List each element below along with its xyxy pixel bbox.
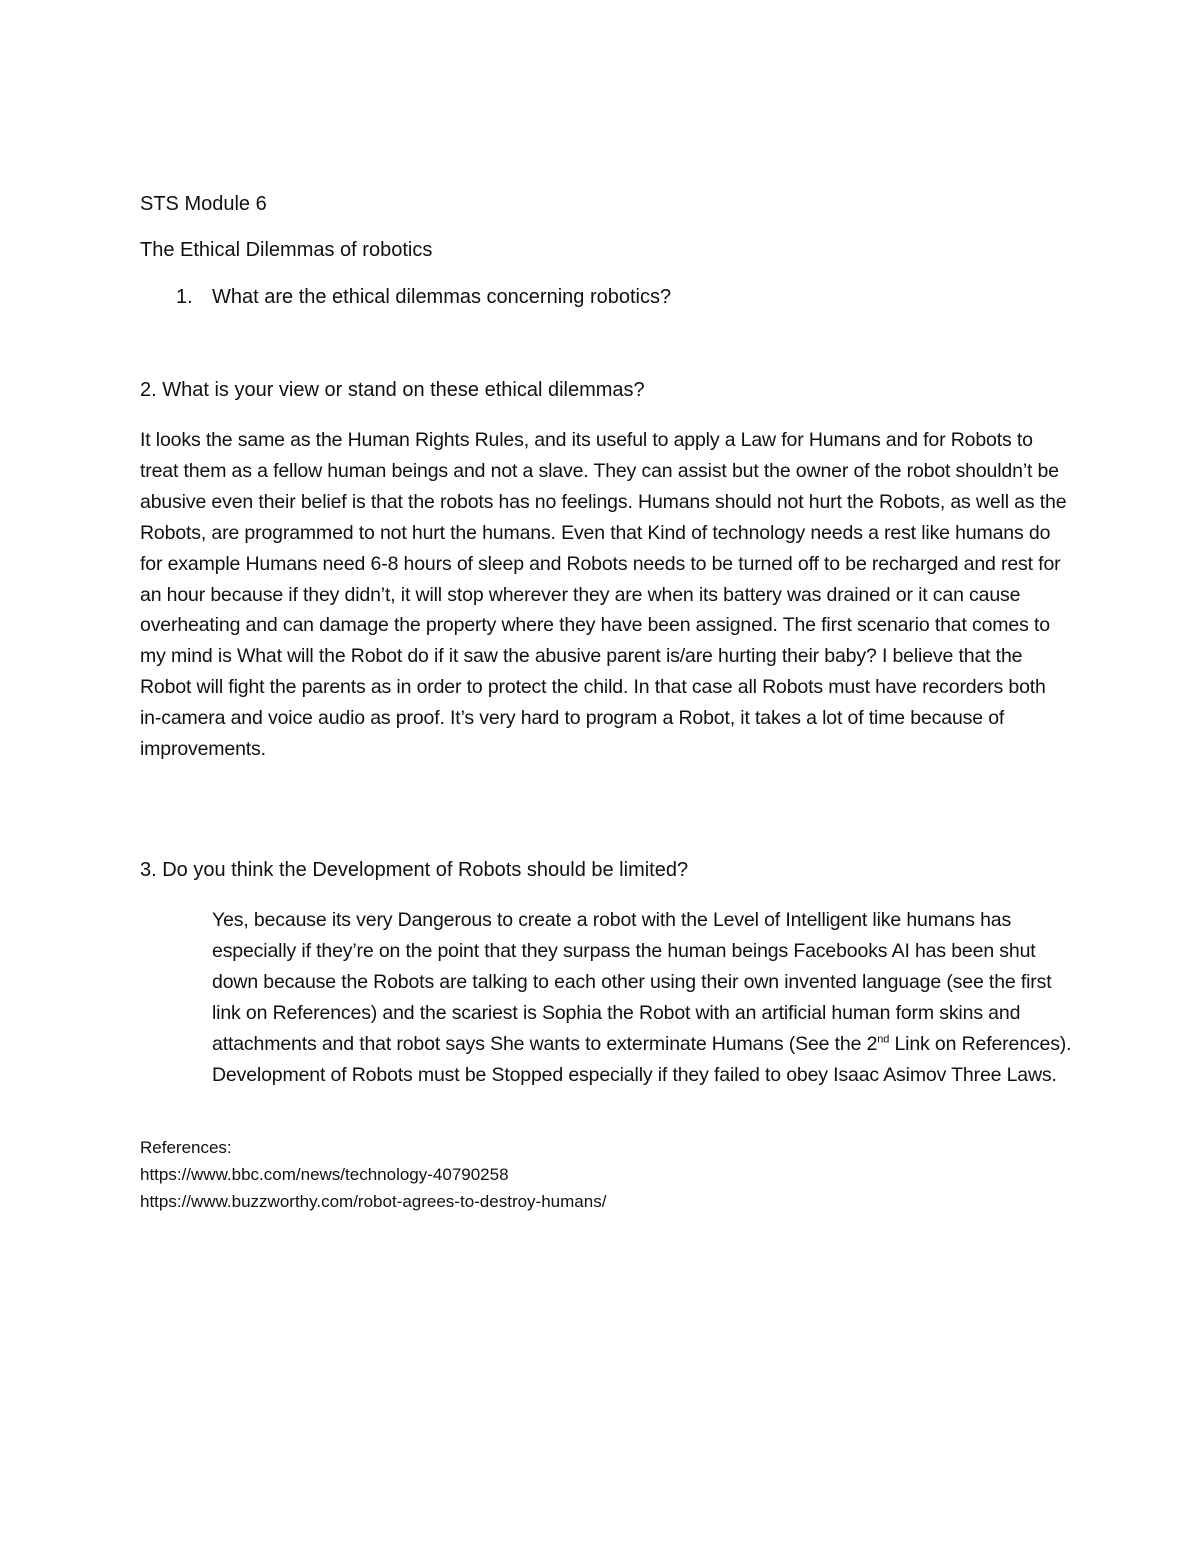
question-1-text: What are the ethical dilemmas concerning robotics?: [212, 286, 672, 308]
question-3-text: 3. Do you think the Development of Robots should be limited?: [140, 859, 689, 881]
ordinal-superscript: nd: [877, 1033, 890, 1046]
question-3-answer: [212, 905, 1072, 1091]
question-2-answer: It looks the same as the Human Rights Rules, and its useful to apply a Law for Humans and for Robots to treat them as a fellow human beings and not a slave. They can assist but the owner of the robot shouldn’t be abusive even their belief is that the robots has no feelings. Humans should not hurt the Robots, as well as the Robots, are programmed to not hurt the humans. Even that Kind of technology needs a rest like humans do for example Humans need 6-8 hours of sleep and Robots needs to be turned off to be recharged and rest for an hour because if they didn’t, it will stop wherever they are when its battery was drained or it can cause overheating and can damage the property where they have been assigned. The first scenario that comes to my mind is What will the Robot do if it saw the abusive parent is/are hurting their baby? I believe that the Robot will fight the parents as in order to protect the child. In that case all Robots must have recorders both in-camera and voice audio as proof. It’s very hard to program a Robot, it takes a lot of time because of improvements.: [140, 429, 1067, 761]
reference-link-bbc[interactable]: https://www.bbc.com/news/technology-40790258: [140, 1165, 509, 1184]
question-2-text: 2. What is your view or stand on these ethical dilemmas?: [140, 379, 645, 401]
question-1-number: 1.: [176, 286, 193, 308]
module-title: STS Module 6: [140, 193, 267, 215]
question-3-answer-part-2: Link on References). Development of Robots must be Stopped especially if they failed to obey Isaac Asimov Three Laws.: [212, 1033, 1072, 1086]
references-title: References:: [140, 1138, 232, 1157]
reference-link-buzzworthy[interactable]: https://www.buzzworthy.com/robot-agrees-to-destroy-humans/: [140, 1192, 607, 1211]
question-3-answer-part-1: Yes, because its very Dangerous to create a robot with the Level of Intelligent like humans has especially if they’re on the point that they surpass the human beings Facebooks AI has been shut down because the Robots are talking to each other using their own invented language (see the first link on References) and the scariest is Sophia the Robot with an artificial human form skins and attachments and that robot says She wants to exterminate Humans (See the 2: [212, 909, 1052, 1055]
topic-title: The Ethical Dilemmas of robotics: [140, 239, 433, 261]
